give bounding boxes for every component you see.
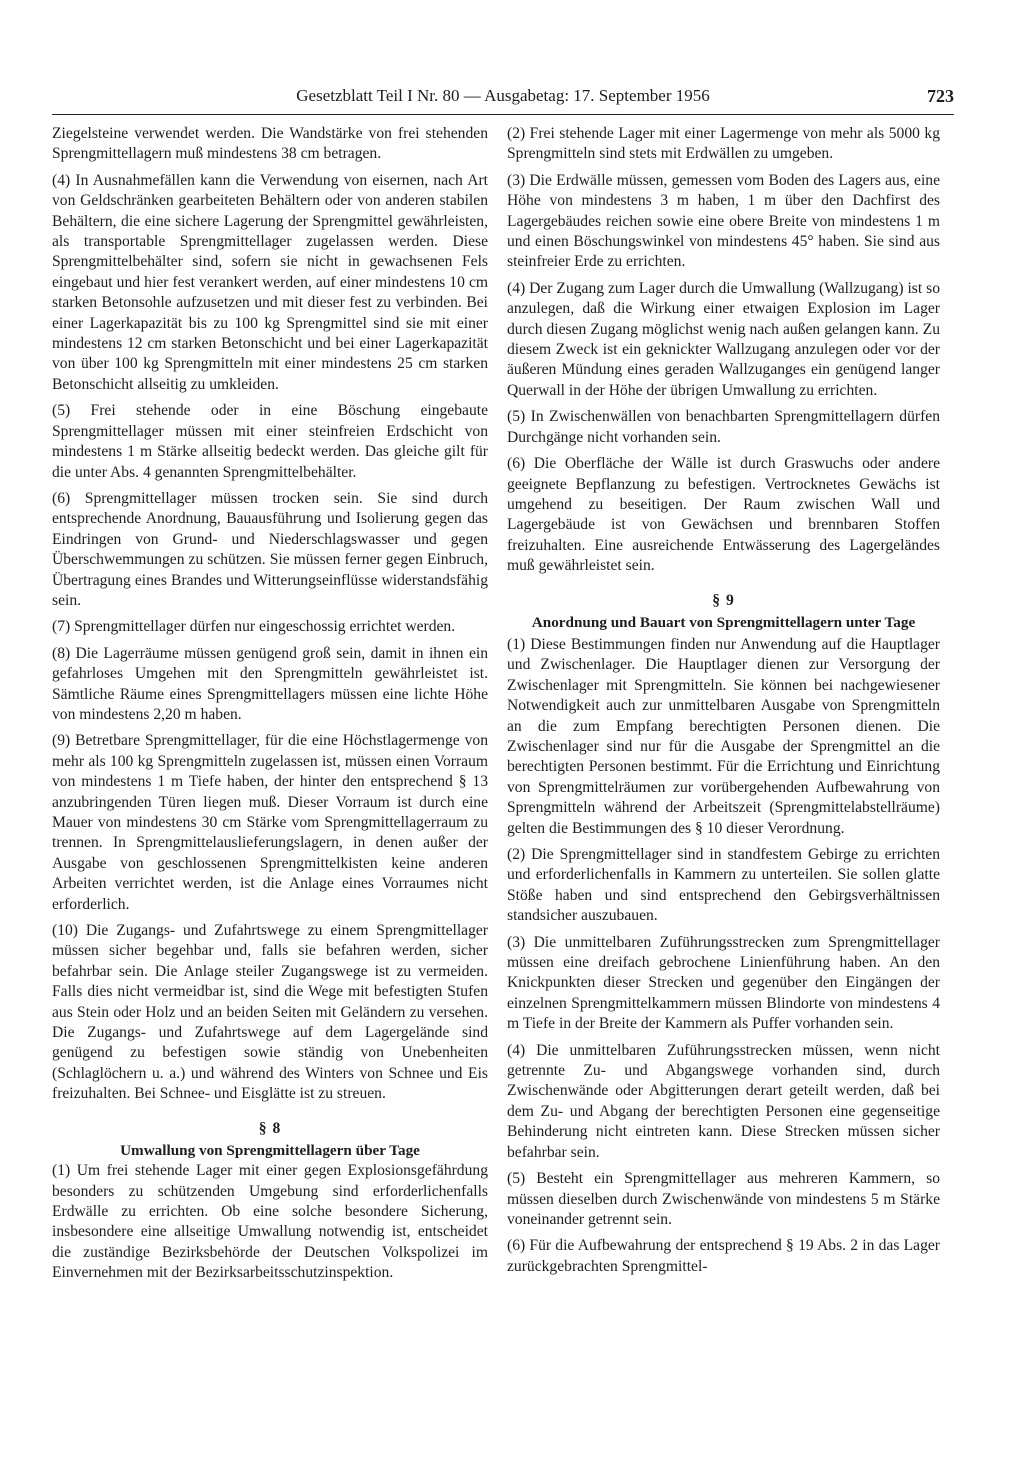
paragraph: (6) Sprengmittellager müssen trocken sein. Sie sind durch entsprechende Anordnung, Bauausführung und Isolierung gegen das Eindringen von Grund- und Niederschlagswasser und gegen Überschwemmungen zu schützen. Sie müssen ferner gegen Einbruch, Übertragung eines Brandes und Witterungseinflüsse widerstandsfähig sein.	[52, 489, 488, 609]
section-title: Umwallung von Sprengmittellagern über Tage	[120, 1142, 420, 1160]
paragraph: (1) Um frei stehende Lager mit einer gegen Explosionsgefährdung besonders zu schützenden Umgebung sind erforderlichenfalls Erdwälle zu errichten. Ob eine solche besondere Sicherung, insbesondere eine allseitige Umwallung notwendig ist, entscheidet die zuständige Bezirksbehörde der Deutschen Volkspolizei im Einvernehmen mit der Bezirksarbeitsschutzinspektion.	[52, 1162, 488, 1282]
paragraph: (7) Sprengmittellager dürfen nur eingeschossig errichtet werden.	[52, 618, 456, 636]
paragraph: (5) Frei stehende oder in eine Böschung eingebaute Sprengmittellager müssen mit einer steinfreien Erdschicht von mindestens 1 m Stärke allseitig bedeckt werden. Das gleiche gilt für die unter Abs. 4 genannten Sprengmittelbehälter.	[52, 402, 488, 481]
paragraph: (5) Besteht ein Sprengmittellager aus mehreren Kammern, so müssen dieselben durch Zwischenwände von mindestens 5 m Stärke voneinander getrennt sein.	[507, 1170, 940, 1228]
paragraph: (8) Die Lagerräume müssen genügend groß sein, damit in ihnen ein gefahrloses Umgehen mit den Sprengmitteln gewährleistet ist. Sämtliche Räume eines Sprengmittellagers müssen eine lichte Höhe von mindestens 2,20 m haben.	[52, 644, 488, 723]
section-number: § 8	[258, 1119, 282, 1137]
paragraph: (10) Die Zugangs- und Zufahrtswege zu einem Sprengmittellager müssen sicher begehbar und, falls sie befahren werden, sicher befahrbar sein. Die Anlage steiler Zugangswege ist zu vermeiden. Falls dies nicht vermeidbar ist, sind die Wege mit befestigten Stufen aus Stein oder Holz und an beiden Seiten mit Geländern zu versehen. Die Zugangs- und Zufahrtswege auf dem Lagergelände sind genügend zu befestigen sowie ständig von Unebenheiten (Schlaglöchern u. a.) und während des Winters von Schnee und Eis freizuhalten. Bei Schnee- und Eisglätte ist zu streuen.	[52, 922, 488, 1103]
section-title: Anordnung und Bauart von Sprengmittellagern unter Tage	[531, 613, 916, 631]
paragraph: (2) Die Sprengmittellager sind in standfestem Gebirge zu errichten und erforderlichenfalls in Kammern zu unterteilen. Sie sollen glatte Stöße haben und sind entsprechend den Gebirgsverhältnissen standsicher auszubauen.	[507, 846, 940, 925]
running-title: Gesetzblatt Teil I Nr. 80 — Ausgabetag: 17. September 1956	[296, 86, 710, 105]
paragraph: (9) Betretbare Sprengmittellager, für die eine Höchstlagermenge von mehr als 100 kg Sprengmitteln zugelassen ist, müssen einen Vorraum von mindestens 1 m Tiefe haben, der hinter den entsprechend § 13 anzubringenden Türen liegen muß. Dieser Vorraum ist durch eine Mauer von mindestens 30 cm Stärke vom Sprengmittellagerraum zu trennen. In Sprengmittelauslieferungslagern, in denen außer der Ausgabe von geschlossenen Sprengmittelkisten keine anderen Arbeiten verrichtet werden, ist die Anlage eines Vorraumes nicht erforderlich.	[52, 732, 488, 913]
paragraph: (2) Frei stehende Lager mit einer Lagermenge von mehr als 5000 kg Sprengmitteln sind stets mit Erdwällen zu umgeben.	[507, 125, 940, 163]
paragraph: (3) Die unmittelbaren Zuführungsstrecken zum Sprengmittellager müssen eine dreifach gebrochene Linienführung haben. An den Knickpunkten dieser Strecken und gegenüber den Eingängen der einzelnen Sprengmittelkammern müssen Blindorte von mindestens 4 m Tiefe in der Breite der Kammern als Puffer vorhanden sein.	[507, 933, 940, 1033]
page-header	[52, 84, 954, 115]
paragraph: (1) Diese Bestimmungen finden nur Anwendung auf die Hauptlager und Zwischenlager. Die Hauptlager dienen zur Versorgung der Zwischenlager mit Sprengmitteln. Sie können bei nachgewiesener Notwendigkeit auch zur unmittelbaren Ausgabe von Sprengmitteln an die zum Empfang berechtigten Personen dienen. Die Zwischenlager sind nur für die Ausgabe der Sprengmittel an die berechtigten Personen bestimmt. Für die Errichtung und Einrichtung von Sprengmittelräumen zur vorübergehenden Aufbewahrung von Sprengmitteln während der Arbeitszeit (Sprengmittelabstellräume) gelten die Bestimmungen des § 10 dieser Verordnung.	[507, 635, 940, 837]
right-column	[507, 124, 940, 1283]
page-number: 723	[927, 86, 954, 106]
paragraph: (3) Die Erdwälle müssen, gemessen vom Boden des Lagers aus, eine Höhe von mindestens 3 m haben, 1 m über den Dachfirst des Lagergebäudes reichen sowie eine obere Breite von mindestens 1 m und einen Böschungswinkel von mindestens 45° haben. Sie sind aus steinfreier Erde zu errichten.	[507, 171, 940, 271]
paragraph: Ziegelsteine verwendet werden. Die Wandstärke von frei stehenden Sprengmittellagern muß mindestens 38 cm betragen.	[52, 125, 488, 163]
paragraph: (4) Die unmittelbaren Zuführungsstrecken müssen, wenn nicht getrennte Zu- und Abgangswege vorhanden sind, durch Zwischenwände oder Abgitterungen derart geteilt werden, daß bei dem Zu- und Abgang der berechtigten Personen eine gegenseitige Behinderung nicht eintreten kann. Diese Strecken müssen sicher befahrbar sein.	[507, 1041, 940, 1161]
paragraph: (4) Der Zugang zum Lager durch die Umwallung (Wallzugang) ist so anzulegen, daß die Wirkung einer etwaigen Explosion im Lager durch diesen Zugang möglichst wenig nach außen gelangen kann. Zu diesem Zweck ist ein geknickter Wallzugang anzulegen oder vor der äußeren Mündung eines geraden Wallzuganges ein genügend langer Querwall in der Höhe der übrigen Umwallung zu errichten.	[507, 279, 940, 399]
section-number: § 9	[712, 591, 735, 609]
paragraph: (5) In Zwischenwällen von benachbarten Sprengmittellagern dürfen Durchgänge nicht vorhanden sein.	[507, 408, 940, 446]
paragraph: (6) Die Oberfläche der Wälle ist durch Graswuchs oder andere geeignete Bepflanzung zu befestigen. Vertrocknetes Gewächs ist umgehend zu beseitigen. Der Raum zwischen Wall und Lagergebäude ist von Gewächsen und brennbaren Stoffen freizuhalten. Eine ausreichende Entwässerung des Lagergeländes muß gewährleistet sein.	[507, 455, 940, 575]
paragraph: (6) Für die Aufbewahrung der entsprechend § 19 Abs. 2 in das Lager zurückgebrachten Sprengmittel-	[507, 1237, 940, 1275]
left-column	[52, 124, 488, 1290]
paragraph: (4) In Ausnahmefällen kann die Verwendung von eisernen, nach Art von Geldschränken gearbeiteten Behältern oder von anderen stabilen Behältern, die eine sichere Lagerung der Sprengmittel gewährleisten, als transportable Sprengmittellager zugelassen werden. Diese Sprengmittelbehälter sind, sofern sie nicht in gewachsenen Fels eingebaut und hier fest verankert werden, auf einer mindestens 10 cm starken Betonsohle aufzusetzen und mit dieser fest zu verbinden. Bei einer Lagerkapazität bis zu 100 kg Sprengmittel sind sie mit einer mindestens 12 cm starken Betonschicht und bei einer Lagerkapazität von über 100 kg Sprengmitteln mit einer mindestens 25 cm starken Betonschicht allseitig zu umkleiden.	[52, 171, 488, 393]
